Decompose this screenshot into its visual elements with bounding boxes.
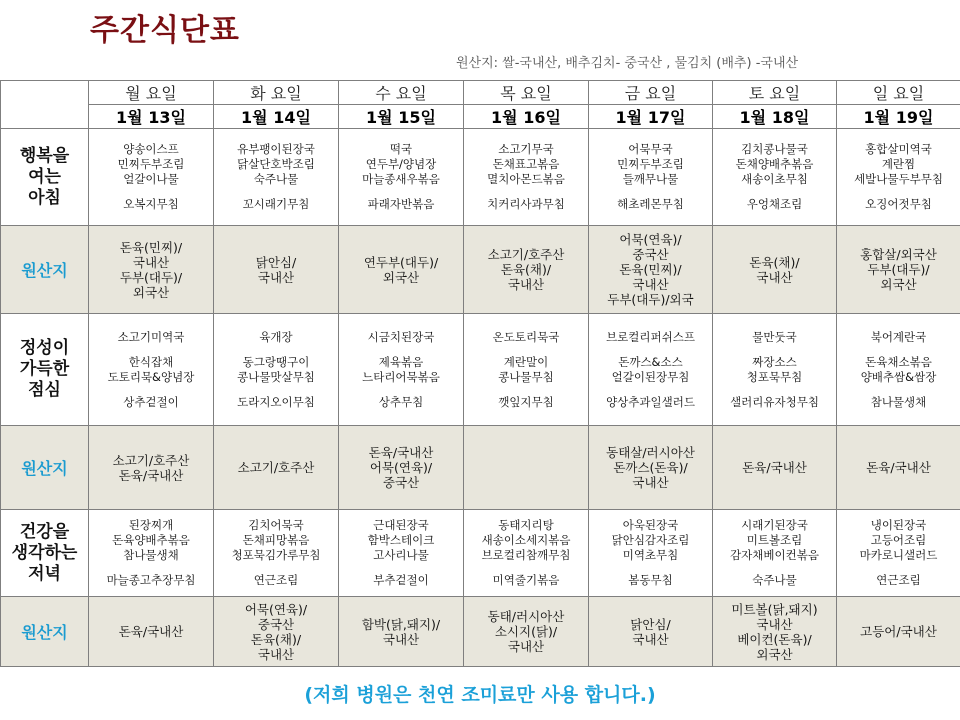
menu-item: 냉이된장국	[870, 518, 927, 532]
origin-note: 원산지: 쌀-국내산, 배추김치- 중국산 , 물김치 (배추) -국내산	[456, 56, 799, 71]
menu-item: 미역초무침	[622, 548, 679, 562]
spacer	[837, 563, 960, 573]
origin-item: 동태살/러시아산	[606, 445, 695, 460]
menu-item: 닭안심감자조림	[611, 533, 690, 547]
menu-item: 떡국	[389, 142, 413, 156]
row-label-line: 생각하는	[11, 542, 78, 563]
origin-item: 닭안심/	[630, 616, 671, 632]
menu-cell	[837, 129, 960, 226]
footer-note: (저희 병원은 천연 조미료만 사용 합니다.)	[304, 684, 656, 706]
menu-item: 얼갈이된장무침	[611, 369, 690, 384]
menu-item: 미역줄기볶음	[492, 573, 560, 587]
menu-cell	[339, 129, 464, 226]
origin-cell	[713, 597, 837, 667]
row-label-line: 가득한	[19, 359, 70, 379]
origin-item: 중국산	[382, 475, 420, 490]
day-header: 일 요일	[837, 81, 960, 105]
menu-item: 해초레몬무침	[617, 197, 684, 211]
spacer	[713, 563, 836, 573]
menu-item: 연두부/양념장	[365, 157, 437, 171]
origin-item: 돈육(채)/	[250, 631, 302, 647]
day-header: 금 요일	[589, 81, 713, 105]
menu-item: 들깨무나물	[622, 172, 679, 186]
menu-cell	[464, 129, 589, 226]
menu-item: 짜장소스	[752, 354, 797, 369]
origin-cell	[339, 226, 464, 314]
date-header: 1월 15일	[339, 105, 464, 129]
origin-item: 외국산	[756, 646, 793, 662]
menu-item: 근대된장국	[373, 518, 429, 532]
menu-item: 청포묵김가루무침	[231, 548, 321, 562]
origin-item: 돈육/국내산	[742, 460, 807, 475]
origin-item: 두부(대두)/	[867, 262, 930, 277]
day-header: 목 요일	[464, 81, 589, 105]
day-header: 화 요일	[214, 81, 339, 105]
date-header: 1월 17일	[589, 105, 713, 129]
menu-cell	[214, 510, 339, 597]
origin-cell	[837, 226, 960, 314]
spacer	[464, 385, 588, 395]
spacer	[464, 563, 588, 573]
row-label-line: 원산지	[21, 261, 68, 280]
menu-cell	[464, 314, 589, 426]
menu-item: 참나물생채	[870, 394, 927, 409]
menu-item: 고사리나물	[373, 548, 429, 562]
row-label-line: 아침	[28, 187, 61, 208]
menu-item: 숙주나물	[752, 573, 797, 587]
menu-cell	[589, 510, 713, 597]
menu-item: 양송이스프	[123, 142, 179, 156]
menu-item: 홍합살미역국	[865, 142, 932, 156]
origin-item: 국내산	[756, 616, 793, 632]
origin-cell	[837, 426, 960, 510]
spacer	[837, 385, 960, 395]
menu-item: 양배추쌈&쌈장	[860, 369, 937, 384]
menu-item: 상추겉절이	[123, 394, 179, 409]
origin-item: 고등어/국내산	[860, 624, 937, 639]
menu-cell	[713, 510, 837, 597]
menu-item: 아욱된장국	[622, 518, 679, 532]
menu-item: 세발나물두부무침	[854, 172, 943, 186]
menu-item: 닭살단호박조림	[237, 157, 315, 171]
menu-item: 시래기된장국	[741, 518, 808, 532]
origin-cell	[339, 597, 464, 667]
origin-cell	[214, 426, 339, 510]
menu-item: 샐러리유자청무침	[730, 394, 819, 409]
menu-item: 한식잡채	[128, 354, 174, 369]
menu-item: 소고기미역국	[117, 329, 185, 344]
menu-item: 마늘종새우볶음	[362, 172, 440, 186]
menu-item: 어묵무국	[628, 142, 673, 156]
spacer	[339, 385, 463, 395]
spacer	[464, 345, 588, 355]
origin-item: 돈육/국내산	[118, 467, 184, 483]
menu-item: 함박스테이크	[367, 533, 435, 547]
menu-item: 된장찌개	[128, 518, 174, 532]
menu-item: 온도토리묵국	[492, 329, 560, 344]
meal-row-label	[1, 510, 89, 597]
menu-item: 연근조림	[253, 573, 299, 587]
origin-item: 외국산	[382, 269, 420, 285]
menu-item: 우엉채조림	[746, 197, 803, 211]
origin-row-label	[1, 597, 89, 667]
menu-item: 마카로니샐러드	[859, 548, 938, 562]
spacer	[464, 187, 588, 197]
row-label-line: 저녁	[28, 563, 61, 584]
origin-item: 중국산	[257, 616, 295, 632]
spacer	[589, 563, 712, 573]
menu-item: 계란찜	[881, 157, 916, 171]
menu-item: 참나물생채	[123, 548, 179, 562]
day-header: 토 요일	[713, 81, 837, 105]
origin-cell	[339, 426, 464, 510]
menu-item: 감자채베이컨볶음	[730, 548, 819, 562]
menu-item: 육개장	[259, 329, 293, 344]
spacer	[214, 345, 338, 355]
menu-item: 양상추과일샐러드	[606, 394, 695, 409]
origin-item: 국내산	[756, 269, 793, 285]
menu-item: 멸치아몬드볶음	[487, 172, 565, 186]
menu-item: 브로컬리퍼쉬스프	[606, 329, 695, 344]
menu-item: 시금치된장국	[367, 329, 435, 344]
menu-cell	[89, 510, 214, 597]
header-corner	[1, 81, 89, 129]
origin-item: 국내산	[632, 277, 669, 292]
menu-cell	[214, 314, 339, 426]
row-label-line: 원산지	[21, 459, 68, 478]
spacer	[339, 563, 463, 573]
origin-cell	[89, 226, 214, 314]
menu-item: 콩나물맛살무침	[237, 369, 315, 384]
spacer	[214, 385, 338, 395]
menu-item: 오복지무침	[123, 197, 179, 211]
origin-item: 돈육(민찌)/	[119, 239, 183, 255]
page-title: 주간식단표	[90, 13, 240, 48]
origin-cell	[89, 426, 214, 510]
origin-item: 어묵(연육)/	[369, 460, 433, 475]
spacer	[339, 187, 463, 197]
date-header: 1월 14일	[214, 105, 339, 129]
menu-item: 꼬시래기무침	[242, 197, 310, 211]
origin-item: 국내산	[257, 646, 295, 662]
menu-item: 도토리묵&양념장	[107, 369, 195, 384]
menu-item: 돈육채소볶음	[865, 354, 932, 369]
row-label-line: 정성이	[19, 338, 70, 358]
menu-item: 파래자반볶음	[367, 197, 435, 211]
menu-item: 얼갈이나물	[123, 172, 179, 186]
menu-item: 계란말이	[503, 354, 549, 369]
origin-item: 외국산	[132, 284, 170, 300]
date-header: 1월 18일	[713, 105, 837, 129]
row-label-line: 점심	[28, 380, 61, 400]
menu-item: 북어계란국	[870, 329, 927, 344]
origin-cell	[589, 226, 713, 314]
spacer	[837, 187, 960, 197]
origin-item: 돈육/국내산	[118, 624, 184, 639]
spacer	[89, 187, 213, 197]
origin-item: 국내산	[507, 277, 545, 292]
row-label-line: 여는	[28, 166, 61, 187]
origin-item: 함박(닭,돼지)/	[361, 616, 441, 632]
date-header: 1월 16일	[464, 105, 589, 129]
menu-cell	[837, 314, 960, 426]
menu-item: 숙주나물	[253, 172, 299, 186]
origin-item: 중국산	[632, 247, 669, 262]
origin-item: 외국산	[880, 277, 917, 292]
origin-item: 소시지(닭)/	[494, 624, 558, 639]
origin-item: 어묵(연육)/	[244, 601, 308, 617]
origin-cell	[464, 226, 589, 314]
origin-item: 국내산	[132, 254, 170, 270]
menu-item: 유부팽이된장국	[237, 142, 315, 156]
menu-item: 돈채표고볶음	[492, 157, 560, 171]
date-header: 1월 19일	[837, 105, 960, 129]
menu-item: 깻잎지무침	[498, 394, 554, 409]
menu-item: 연근조림	[876, 573, 921, 587]
origin-cell	[837, 597, 960, 667]
origin-item: 돈육/국내산	[866, 460, 931, 475]
origin-item: 베이컨(돈육)/	[737, 631, 812, 647]
origin-row-label	[1, 226, 89, 314]
menu-item: 치커리사과무침	[487, 197, 565, 211]
menu-item: 봄동무침	[628, 573, 673, 587]
spacer	[89, 345, 213, 355]
day-header: 월 요일	[89, 81, 214, 105]
spacer	[339, 345, 463, 355]
origin-item: 연두부(대두)/	[363, 254, 439, 270]
menu-item: 김치어묵국	[248, 518, 304, 532]
day-header: 수 요일	[339, 81, 464, 105]
origin-item: 국내산	[632, 631, 669, 647]
spacer	[89, 563, 213, 573]
spacer	[837, 345, 960, 355]
menu-item: 돈육양배추볶음	[112, 533, 190, 547]
menu-item: 콩나물무침	[498, 369, 554, 384]
origin-item: 어묵(연육)/	[619, 232, 682, 247]
origin-item: 돈육(채)/	[749, 254, 800, 270]
menu-cell	[589, 314, 713, 426]
menu-item: 물만둣국	[752, 329, 797, 344]
origin-item: 미트볼(닭,돼지)	[731, 601, 818, 617]
menu-cell	[214, 129, 339, 226]
menu-cell	[589, 129, 713, 226]
spacer	[713, 345, 836, 355]
spacer	[713, 385, 836, 395]
spacer	[713, 187, 836, 197]
menu-cell	[339, 510, 464, 597]
origin-item: 소고기/호주산	[237, 460, 315, 475]
menu-item: 오징어젓무침	[865, 197, 932, 211]
origin-cell	[89, 597, 214, 667]
menu-item: 동그랑땡구이	[242, 354, 310, 369]
menu-item: 민찌두부조림	[117, 157, 185, 171]
weekly-menu-table	[0, 80, 960, 667]
origin-cell	[464, 597, 589, 667]
origin-item: 두부(대두)/	[119, 269, 183, 285]
origin-item: 돈까스(돈육)/	[613, 460, 688, 475]
origin-item: 홍합살/외국산	[860, 247, 937, 262]
origin-item: 국내산	[507, 639, 545, 654]
menu-item: 청포묵무침	[746, 369, 803, 384]
origin-item: 닭안심/	[255, 254, 297, 270]
menu-item: 김치콩나물국	[741, 142, 808, 156]
menu-item: 새송이소세지볶음	[481, 533, 571, 547]
spacer	[589, 385, 712, 395]
menu-item: 미트볼조림	[746, 533, 803, 547]
menu-item: 제육볶음	[378, 354, 424, 369]
meal-row-label	[1, 314, 89, 426]
menu-item: 고등어조림	[870, 533, 927, 547]
menu-cell	[89, 129, 214, 226]
menu-cell	[837, 510, 960, 597]
menu-cell	[464, 510, 589, 597]
menu-cell	[89, 314, 214, 426]
menu-item: 마늘종고추장무침	[106, 573, 196, 587]
spacer	[214, 563, 338, 573]
menu-item: 소고기무국	[498, 142, 554, 156]
origin-cell	[589, 426, 713, 510]
menu-item: 동태지리탕	[498, 518, 554, 532]
origin-item: 동태/러시아산	[487, 609, 565, 624]
menu-item: 느타리어묵볶음	[362, 369, 440, 384]
origin-item: 국내산	[257, 269, 295, 285]
row-label-line: 건강을	[19, 521, 70, 542]
menu-cell	[339, 314, 464, 426]
menu-item: 돈채양배추볶음	[735, 157, 814, 171]
menu-cell	[713, 129, 837, 226]
origin-cell	[713, 426, 837, 510]
menu-cell	[713, 314, 837, 426]
menu-item: 돈까스&소스	[618, 354, 683, 369]
origin-cell	[713, 226, 837, 314]
menu-item: 민찌두부조림	[617, 157, 684, 171]
origin-cell	[214, 226, 339, 314]
menu-item: 상추무침	[378, 394, 424, 409]
origin-item: 두부(대두)/외국	[607, 292, 694, 307]
row-label-line: 행복을	[19, 145, 70, 166]
origin-item: 국내산	[382, 631, 420, 647]
menu-item: 새송이초무침	[741, 172, 808, 186]
row-label-line: 원산지	[21, 623, 68, 642]
spacer	[589, 187, 712, 197]
origin-item: 소고기/호주산	[112, 452, 190, 468]
origin-item: 국내산	[632, 475, 669, 490]
origin-cell	[464, 426, 589, 510]
spacer	[89, 385, 213, 395]
origin-item: 돈육(채)/	[500, 262, 552, 277]
origin-item: 돈육/국내산	[368, 445, 434, 460]
menu-item: 부추겉절이	[373, 573, 429, 587]
meal-row-label	[1, 129, 89, 226]
origin-item: 소고기/호주산	[487, 247, 565, 262]
origin-cell	[589, 597, 713, 667]
origin-row-label	[1, 426, 89, 510]
menu-item: 돈채피망볶음	[242, 533, 310, 547]
spacer	[589, 345, 712, 355]
menu-item: 브로컬리참깨무침	[481, 548, 571, 562]
origin-item: 돈육(민찌)/	[619, 262, 682, 277]
menu-item: 도라지오이무침	[237, 394, 315, 409]
spacer	[214, 187, 338, 197]
date-header: 1월 13일	[89, 105, 214, 129]
origin-cell	[214, 597, 339, 667]
